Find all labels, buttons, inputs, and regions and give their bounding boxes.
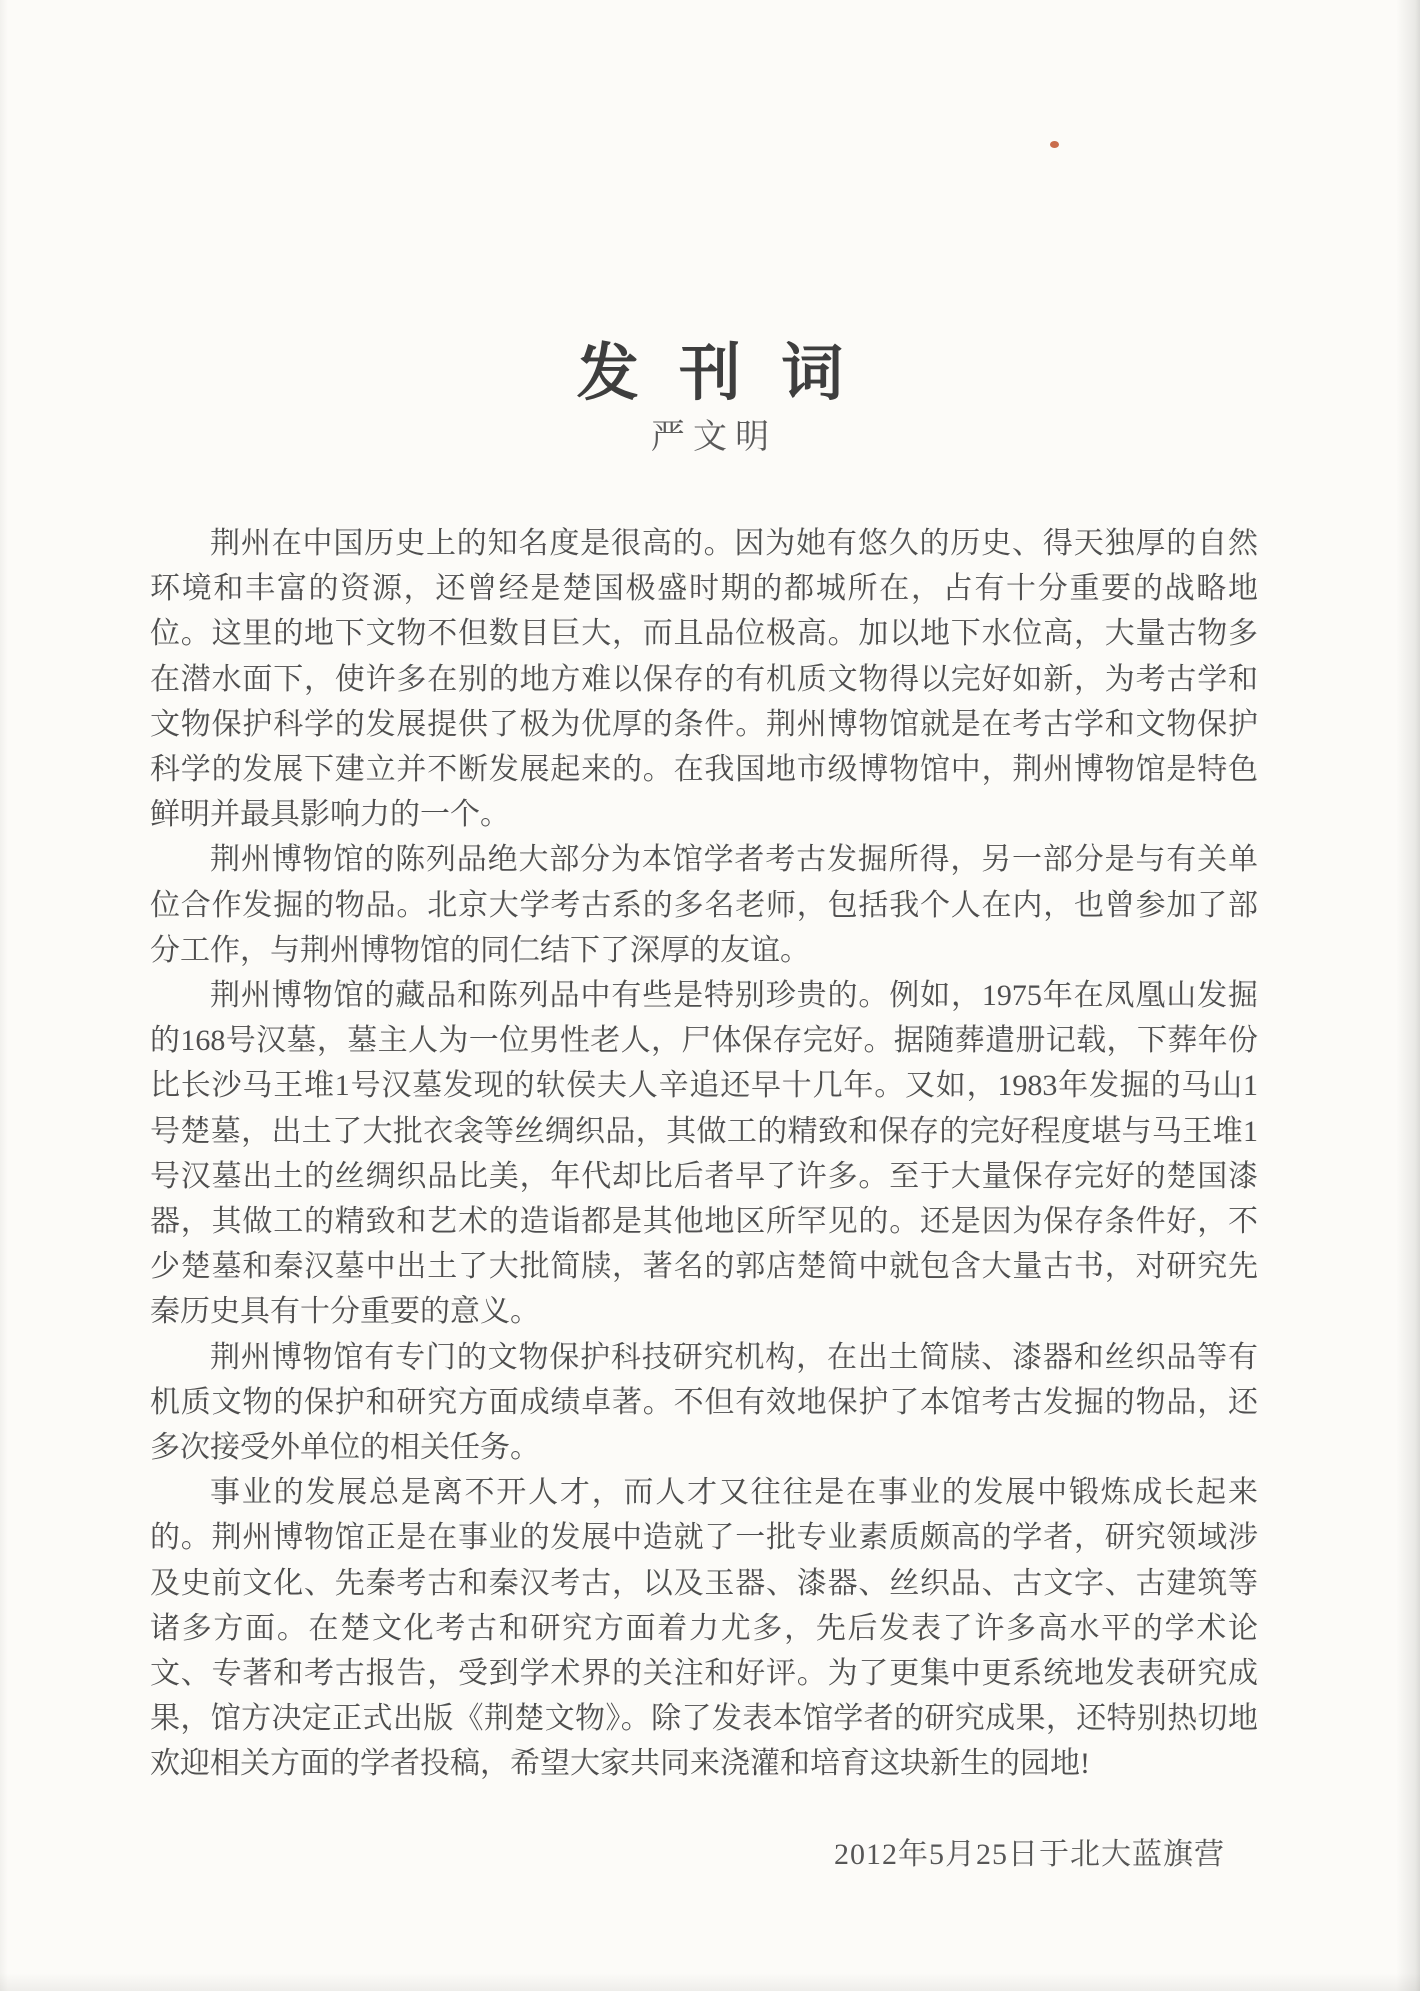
page-title: 发刊词 xyxy=(576,339,884,408)
paragraph-1: 荆州在中国历史上的知名度是很高的。因为她有悠久的历史、得天独厚的自然环境和丰富的资源，还曾经是楚国极盛时期的都城所在，占有十分重要的战略地位。这里的地下文物不但数目巨大，而且品位极高。加以地下水位高，大量古物多在潜水面下，使许多在别的地方难以保存的有机质文物得以完好如新，为考古学和文物保护科学的发展提供了极为优厚的条件。荆州博物馆就是在考古学和文物保护科学的发展下建立并不断发展起来的。在我国地市级博物馆中，荆州博物馆是特色鲜明并最具影响力的一个。 xyxy=(150,527,1258,832)
page-left-edge-shading xyxy=(0,0,8,1991)
paragraph-3: 荆州博物馆的藏品和陈列品中有些是特别珍贵的。例如，1975年在凤凰山发掘的168号汉墓，墓主人为一位男性老人，尸体保存完好。据随葬遣册记载，下葬年份比长沙马王堆1号汉墓发现的轪侯夫人辛追还早十几年。又如，1983年发掘的马山1号楚墓，出土了大批衣衾等丝绸织品，其做工的精致和保存的完好程度堪与马王堆1号汉墓出土的丝绸织品比美，年代却比后者早了许多。至于大量保存完好的楚国漆器，其做工的精致和艺术的造诣都是其他地区所罕见的。还是因为保存条件好，不少楚墓和秦汉墓中出土了大批简牍，著名的郭店楚简中就包含大量古书，对研究先秦历史具有十分重要的意义。 xyxy=(150,979,1258,1329)
dateline: 2012年5月25日于北大蓝旗营 xyxy=(834,1838,1225,1871)
page-right-edge-shading xyxy=(1396,0,1420,1991)
document-body xyxy=(150,521,1258,1787)
page-bottom-edge-shading xyxy=(0,1973,1420,1991)
scan-artifact-speck xyxy=(1050,141,1059,148)
paragraph-4: 荆州博物馆有专门的文物保护科技研究机构，在出土简牍、漆器和丝织品等有机质文物的保护和研究方面成绩卓著。不但有效地保护了本馆考古发掘的物品，还多次接受外单位的相关任务。 xyxy=(150,1340,1258,1465)
author-name: 严文明 xyxy=(650,419,778,456)
paragraph-5: 事业的发展总是离不开人才，而人才又往往是在事业的发展中锻炼成长起来的。荆州博物馆正是在事业的发展中造就了一批专业素质颇高的学者，研究领域涉及史前文化、先秦考古和秦汉考古，以及玉器、漆器、丝织品、古文字、古建筑等诸多方面。在楚文化考古和研究方面着力尤多，先后发表了许多高水平的学术论文、专著和考古报告，受到学术界的关注和好评。为了更集中更系统地发表研究成果，馆方决定正式出版《荆楚文物》。除了发表本馆学者的研究成果，还特别热切地欢迎相关方面的学者投稿，希望大家共同来浇灌和培育这块新生的园地! xyxy=(150,1476,1258,1781)
paragraph-2: 荆州博物馆的陈列品绝大部分为本馆学者考古发掘所得，另一部分是与有关单位合作发掘的物品。北京大学考古系的多名老师，包括我个人在内，也曾参加了部分工作，与荆州博物馆的同仁结下了深厚的友谊。 xyxy=(150,843,1258,967)
